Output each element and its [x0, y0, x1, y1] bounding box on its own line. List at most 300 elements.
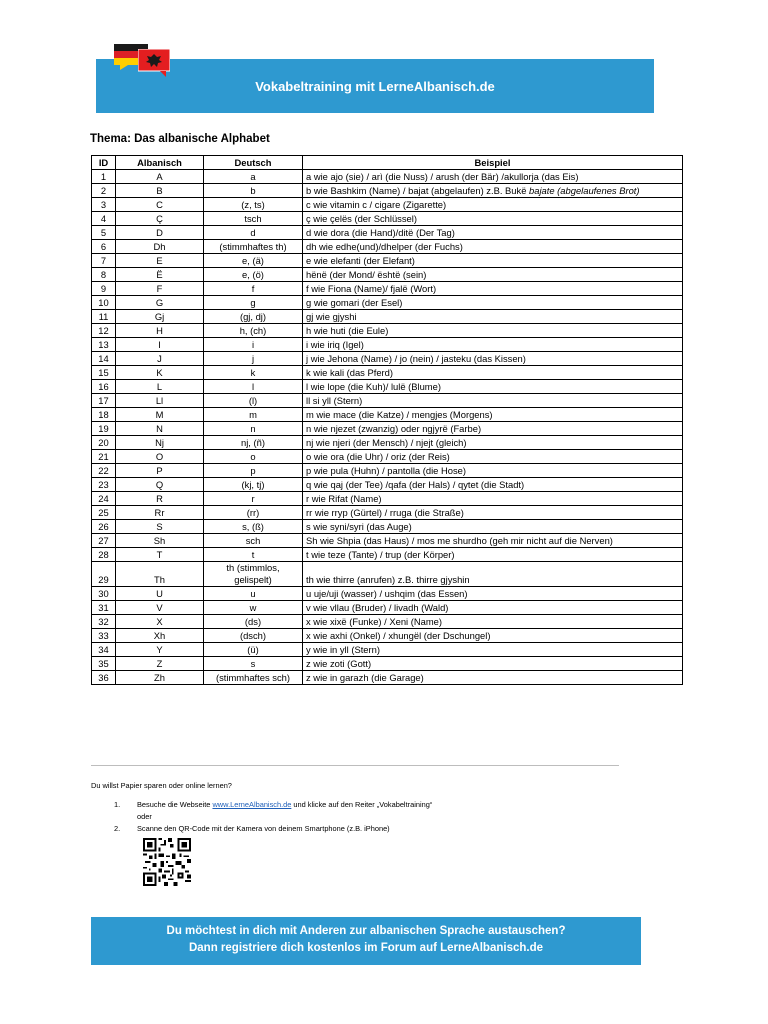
cell-beispiel-text: m wie mace (die Katze) / mengjes (Morgens)	[306, 409, 493, 420]
cell-deutsch	[204, 615, 303, 629]
cell-id-text: 24	[98, 493, 109, 504]
cell-id-text: 36	[98, 672, 109, 683]
cell-id	[92, 643, 116, 657]
cell-id	[92, 657, 116, 671]
table-row	[92, 436, 683, 450]
cell-albanisch	[116, 310, 204, 324]
cell-beispiel-text: y wie in yll (Stern)	[306, 644, 380, 655]
cell-id	[92, 562, 116, 587]
cell-albanisch	[116, 212, 204, 226]
cell-beispiel-text: t wie teze (Tante) / trup (der Körper)	[306, 549, 455, 560]
cell-albanisch-text: Th	[154, 574, 165, 585]
header-banner	[96, 59, 654, 113]
cell-id	[92, 629, 116, 643]
divider	[91, 765, 619, 766]
cell-id-text: 25	[98, 507, 109, 518]
cell-deutsch-text: w	[249, 602, 257, 613]
cell-deutsch	[204, 352, 303, 366]
cell-albanisch-text: D	[156, 227, 163, 238]
table-row	[92, 394, 683, 408]
table-row	[92, 615, 683, 629]
cell-deutsch-text: i	[251, 339, 255, 350]
cell-albanisch	[116, 268, 204, 282]
cell-deutsch	[204, 587, 303, 601]
cell-beispiel	[303, 366, 683, 380]
table-row	[92, 198, 683, 212]
alphabet-table	[91, 155, 683, 685]
header-albanisch: Albanisch	[116, 156, 204, 170]
cell-albanisch	[116, 380, 204, 394]
cell-albanisch-text: T	[156, 549, 163, 560]
cell-deutsch	[204, 450, 303, 464]
cell-id-text: 19	[98, 423, 109, 434]
cell-id	[92, 240, 116, 254]
cell-deutsch	[204, 478, 303, 492]
cell-albanisch	[116, 296, 204, 310]
cell-id	[92, 184, 116, 198]
cell-deutsch	[204, 657, 303, 671]
table-row	[92, 506, 683, 520]
cell-id-text: 2	[100, 185, 107, 196]
cell-deutsch	[204, 170, 303, 184]
cell-deutsch	[204, 366, 303, 380]
table-row	[92, 657, 683, 671]
cell-id-text: 9	[100, 283, 107, 294]
cell-deutsch-text: e, (ö)	[242, 269, 264, 280]
cell-albanisch-text: Ç	[156, 213, 163, 224]
table-row	[92, 170, 683, 184]
cell-beispiel	[303, 534, 683, 548]
cell-id-text: 23	[98, 479, 109, 490]
cell-beispiel	[303, 671, 683, 685]
cell-beispiel-text: dh wie edhe(und)/dhelper (der Fuchs)	[306, 241, 463, 252]
cell-albanisch-text: I	[158, 339, 161, 350]
cell-albanisch-text: M	[155, 409, 164, 420]
cell-deutsch-text: o	[250, 451, 256, 462]
cell-albanisch	[116, 394, 204, 408]
cell-deutsch	[204, 629, 303, 643]
cell-beispiel-text: s wie syni/syri (das Auge)	[306, 521, 412, 532]
cell-id-text: 31	[98, 602, 109, 613]
cell-deutsch-text: nj, (ñ)	[241, 437, 265, 448]
cell-albanisch	[116, 520, 204, 534]
cell-beispiel	[303, 520, 683, 534]
cell-albanisch-text: O	[155, 451, 164, 462]
cell-deutsch	[204, 198, 303, 212]
cell-deutsch-text: (l)	[248, 395, 258, 406]
cell-deutsch	[204, 380, 303, 394]
cell-id	[92, 310, 116, 324]
cell-deutsch-text: th (stimmlos, gelispelt)	[226, 562, 280, 585]
header-id: ID	[92, 156, 116, 170]
cell-beispiel-text: q wie qaj (der Tee) /qafa (der Hals) / qytet (die Stadt)	[306, 479, 525, 490]
cell-beispiel-text: h wie huti (die Eule)	[306, 325, 389, 336]
cell-id-text: 12	[98, 325, 109, 336]
cell-albanisch-text: C	[156, 199, 163, 210]
cell-id	[92, 366, 116, 380]
footer-banner[interactable]	[91, 917, 641, 965]
table-row	[92, 587, 683, 601]
cell-albanisch-text: Ll	[155, 395, 164, 406]
cell-deutsch-text: u	[250, 588, 256, 599]
cell-albanisch	[116, 352, 204, 366]
cell-albanisch-text: A	[156, 171, 163, 182]
cell-beispiel	[303, 587, 683, 601]
or-text: oder	[137, 812, 152, 821]
cell-beispiel-text: d wie dora (die Hand)/ditë (Der Tag)	[306, 227, 455, 238]
cell-albanisch	[116, 282, 204, 296]
cell-albanisch	[116, 338, 204, 352]
cell-id-text: 1	[100, 171, 107, 182]
cell-albanisch-text: L	[156, 381, 163, 392]
cell-id	[92, 296, 116, 310]
cell-beispiel-text: rr wie rryp (Gürtel) / rruga (die Straße)	[306, 507, 464, 518]
cell-beispiel	[303, 615, 683, 629]
cell-beispiel-text: n wie njezet (zwanzig) oder ngjyrë (Farbe)	[306, 423, 482, 434]
cell-albanisch-text: Y	[156, 644, 163, 655]
table-body	[92, 170, 683, 685]
cell-beispiel-text: f wie Fiona (Name)/ fjalë (Wort)	[306, 283, 437, 294]
cell-deutsch-text: (z, ts)	[241, 199, 265, 210]
cell-beispiel	[303, 226, 683, 240]
cell-albanisch-text: Zh	[154, 672, 165, 683]
cell-albanisch-text: P	[156, 465, 163, 476]
table-row	[92, 534, 683, 548]
cell-beispiel	[303, 643, 683, 657]
cell-id-text: 5	[100, 227, 107, 238]
cell-beispiel	[303, 282, 683, 296]
table-row	[92, 601, 683, 615]
cell-deutsch	[204, 338, 303, 352]
cell-deutsch-text: (dsch)	[239, 630, 267, 641]
cell-beispiel	[303, 506, 683, 520]
table-row	[92, 422, 683, 436]
cell-id	[92, 464, 116, 478]
cell-id	[92, 394, 116, 408]
table-row	[92, 254, 683, 268]
cell-albanisch	[116, 506, 204, 520]
cell-id	[92, 352, 116, 366]
cell-id	[92, 198, 116, 212]
cell-beispiel-text: l wie lope (die Kuh)/ lulë (Blume)	[306, 381, 441, 392]
cell-beispiel-text: v wie vllau (Bruder) / livadh (Wald)	[306, 602, 449, 613]
cell-deutsch-text: (rr)	[246, 507, 260, 518]
table-row	[92, 310, 683, 324]
cell-id	[92, 380, 116, 394]
cell-beispiel-text: z wie in garazh (die Garage)	[306, 672, 424, 683]
table-row	[92, 282, 683, 296]
cell-albanisch-text: V	[156, 602, 163, 613]
cell-albanisch-text: Rr	[154, 507, 165, 518]
cell-albanisch	[116, 198, 204, 212]
cell-albanisch-text: B	[156, 185, 163, 196]
cell-id-text: 16	[98, 381, 109, 392]
cell-albanisch-text: Nj	[155, 437, 164, 448]
cell-deutsch-text: (kj, tj)	[241, 479, 265, 490]
cell-albanisch	[116, 587, 204, 601]
cell-beispiel	[303, 562, 683, 587]
cell-id	[92, 506, 116, 520]
cell-id-text: 20	[98, 437, 109, 448]
header-title: Vokabeltraining mit LerneAlbanisch.de	[255, 79, 495, 94]
step-2-text: Scanne den QR-Code mit der Kamera von deinem Smartphone (z.B. iPhone)	[137, 824, 390, 833]
cell-albanisch-text: X	[156, 616, 163, 627]
cell-deutsch	[204, 548, 303, 562]
cell-beispiel	[303, 492, 683, 506]
cell-beispiel	[303, 170, 683, 184]
cell-deutsch-text: (ü)	[247, 644, 259, 655]
cell-deutsch-text: g	[250, 297, 256, 308]
cell-beispiel	[303, 324, 683, 338]
cell-deutsch-text: e, (ä)	[242, 255, 264, 266]
cell-albanisch	[116, 226, 204, 240]
cell-albanisch-text: J	[157, 353, 162, 364]
cell-id-text: 26	[98, 521, 109, 532]
cell-id-text: 30	[98, 588, 109, 599]
cell-id	[92, 478, 116, 492]
cell-albanisch	[116, 254, 204, 268]
cell-beispiel	[303, 296, 683, 310]
cell-albanisch	[116, 436, 204, 450]
cell-id-text: 3	[100, 199, 107, 210]
cell-beispiel	[303, 240, 683, 254]
cell-deutsch	[204, 422, 303, 436]
cell-deutsch	[204, 184, 303, 198]
table-row	[92, 478, 683, 492]
cell-beispiel	[303, 394, 683, 408]
cell-albanisch	[116, 422, 204, 436]
cell-albanisch	[116, 643, 204, 657]
cell-albanisch-text: F	[156, 283, 163, 294]
table-row	[92, 380, 683, 394]
cell-beispiel-text: nj wie njeri (der Mensch) / njejt (gleich)	[306, 437, 467, 448]
cell-id	[92, 338, 116, 352]
cell-beispiel	[303, 184, 683, 198]
cell-deutsch-text: t	[251, 549, 255, 560]
cell-deutsch	[204, 212, 303, 226]
table-row	[92, 240, 683, 254]
cell-deutsch-text: h, (ch)	[239, 325, 267, 336]
cell-albanisch-text: R	[156, 493, 163, 504]
cell-albanisch-text: Q	[155, 479, 164, 490]
cell-beispiel	[303, 450, 683, 464]
cell-albanisch	[116, 464, 204, 478]
table-row	[92, 212, 683, 226]
topic-title: Thema: Das albanische Alphabet	[90, 133, 270, 145]
cell-deutsch-text: (gj, dj)	[239, 311, 267, 322]
cell-id-text: 34	[98, 644, 109, 655]
cell-beispiel-text: Sh wie Shpia (das Haus) / mos me shurdho (geh mir nicht auf die Nerven)	[306, 535, 613, 546]
table-row	[92, 268, 683, 282]
cell-albanisch-text: Ë	[156, 269, 163, 280]
cell-id	[92, 268, 116, 282]
cell-id-text: 32	[98, 616, 109, 627]
table-row	[92, 408, 683, 422]
cell-beispiel-text: a wie ajo (sie) / arì (die Nuss) / arush (der Bär) /akullorja (das Eis)	[306, 171, 579, 182]
table-row	[92, 562, 683, 587]
cell-deutsch-text: b	[250, 185, 256, 196]
cell-id-text: 4	[100, 213, 107, 224]
cell-id	[92, 282, 116, 296]
cell-beispiel	[303, 380, 683, 394]
cell-id	[92, 170, 116, 184]
cell-beispiel	[303, 310, 683, 324]
cell-id	[92, 548, 116, 562]
qr-code-icon[interactable]	[142, 838, 192, 886]
cell-albanisch	[116, 366, 204, 380]
cell-id	[92, 492, 116, 506]
step-1-number: 1.	[114, 800, 121, 809]
cell-deutsch	[204, 506, 303, 520]
cell-deutsch-text: r	[251, 493, 255, 504]
table-row	[92, 671, 683, 685]
cell-beispiel	[303, 422, 683, 436]
cell-deutsch	[204, 520, 303, 534]
cell-albanisch-text: G	[155, 297, 164, 308]
website-link[interactable]: www.LerneAlbanisch.de	[212, 800, 292, 809]
cell-deutsch-text: l	[251, 381, 255, 392]
cell-id-text: 28	[98, 549, 109, 560]
cell-id-text: 10	[98, 297, 109, 308]
cell-albanisch	[116, 450, 204, 464]
cell-deutsch	[204, 254, 303, 268]
step-1-post: und klicke auf den Reiter „Vokabeltraining“	[291, 800, 433, 809]
cell-id-text: 11	[98, 311, 109, 322]
table-row	[92, 629, 683, 643]
cell-beispiel	[303, 352, 683, 366]
cell-albanisch-text: H	[156, 325, 163, 336]
cell-id	[92, 254, 116, 268]
cell-id-text: 29	[98, 574, 109, 585]
cell-beispiel-text: ç wie çelës (der Schlüssel)	[306, 213, 417, 224]
cell-id	[92, 226, 116, 240]
table-row	[92, 184, 683, 198]
cell-id	[92, 450, 116, 464]
table-row	[92, 338, 683, 352]
cell-id-text: 21	[98, 451, 109, 462]
cell-deutsch	[204, 464, 303, 478]
table-row	[92, 464, 683, 478]
cell-beispiel-text: th wie thirre (anrufen) z.B. thirre gjyshin	[306, 574, 470, 585]
cell-beispiel	[303, 212, 683, 226]
table-row	[92, 548, 683, 562]
header-deutsch: Deutsch	[204, 156, 303, 170]
cell-id	[92, 422, 116, 436]
cell-beispiel-text: u uje/uji (wasser) / ushqim (das Essen)	[306, 588, 468, 599]
cell-deutsch-text: n	[250, 423, 256, 434]
table-row	[92, 366, 683, 380]
cell-albanisch	[116, 657, 204, 671]
cell-id	[92, 520, 116, 534]
table-row	[92, 643, 683, 657]
cell-albanisch	[116, 534, 204, 548]
cell-deutsch-text: k	[250, 367, 256, 378]
cell-id-text: 17	[98, 395, 109, 406]
cell-deutsch	[204, 436, 303, 450]
cell-deutsch-text: sch	[245, 535, 261, 546]
table-row	[92, 226, 683, 240]
cell-deutsch-text: j	[251, 353, 255, 364]
cell-deutsch-text: p	[250, 465, 256, 476]
cell-albanisch-text: U	[156, 588, 163, 599]
cell-deutsch	[204, 310, 303, 324]
cell-beispiel	[303, 408, 683, 422]
cell-beispiel-italic: bajate (abgelaufenes Brot)	[529, 185, 640, 196]
cell-deutsch	[204, 534, 303, 548]
cell-deutsch-text: tsch	[244, 213, 262, 224]
cell-albanisch	[116, 170, 204, 184]
cell-albanisch	[116, 671, 204, 685]
cell-deutsch-text: f	[251, 283, 255, 294]
cell-deutsch-text: (ds)	[244, 616, 262, 627]
cell-id-text: 27	[98, 535, 109, 546]
cell-beispiel	[303, 601, 683, 615]
cell-beispiel-text: z wie zoti (Gott)	[306, 658, 372, 669]
cell-beispiel	[303, 436, 683, 450]
cell-albanisch	[116, 615, 204, 629]
step-1-pre: Besuche die Webseite	[137, 800, 213, 809]
cell-albanisch-text: Dh	[153, 241, 166, 252]
cell-deutsch-text: (stimmhaftes sch)	[216, 672, 290, 683]
table-row	[92, 492, 683, 506]
cell-beispiel	[303, 629, 683, 643]
cell-deutsch	[204, 492, 303, 506]
table-row	[92, 324, 683, 338]
cell-beispiel-text: c wie vitamin c / cigare (Zigarette)	[306, 199, 447, 210]
cell-id	[92, 615, 116, 629]
cell-beispiel-text: k wie kali (das Pferd)	[306, 367, 394, 378]
cell-beispiel	[303, 478, 683, 492]
cell-albanisch	[116, 629, 204, 643]
cell-deutsch-text: m	[249, 409, 257, 420]
cell-id	[92, 534, 116, 548]
cell-deutsch	[204, 226, 303, 240]
cell-beispiel	[303, 338, 683, 352]
cell-albanisch	[116, 601, 204, 615]
cell-beispiel-text: p wie pula (Huhn) / pantolla (die Hose)	[306, 465, 466, 476]
cell-albanisch-text: E	[156, 255, 163, 266]
cell-beispiel-text: g wie gomari (der Esel)	[306, 297, 403, 308]
cell-id-text: 18	[98, 409, 109, 420]
cell-id	[92, 212, 116, 226]
cell-id-text: 13	[98, 339, 109, 350]
cell-beispiel-text: e wie elefanti (der Elefant)	[306, 255, 415, 266]
cell-albanisch-text: S	[156, 521, 163, 532]
cell-id-text: 35	[98, 658, 109, 669]
cell-beispiel-text: r wie Rifat (Name)	[306, 493, 382, 504]
cell-id-text: 6	[100, 241, 107, 252]
cell-albanisch	[116, 324, 204, 338]
cell-albanisch-text: Sh	[153, 535, 166, 546]
cell-id	[92, 408, 116, 422]
cell-id-text: 7	[100, 255, 107, 266]
cell-deutsch	[204, 282, 303, 296]
cell-deutsch	[204, 671, 303, 685]
cell-albanisch	[116, 478, 204, 492]
step-2-number: 2.	[114, 824, 121, 833]
cell-deutsch	[204, 643, 303, 657]
cell-id-text: 8	[100, 269, 107, 280]
cell-albanisch	[116, 408, 204, 422]
cell-deutsch-text: s	[250, 658, 256, 669]
note-question: Du willst Papier sparen oder online lernen?	[91, 781, 232, 790]
cell-deutsch-text: a	[250, 171, 256, 182]
cell-beispiel	[303, 657, 683, 671]
cell-beispiel-text: i wie iriq (Igel)	[306, 339, 364, 350]
cell-id	[92, 587, 116, 601]
cell-beispiel	[303, 268, 683, 282]
cell-deutsch	[204, 408, 303, 422]
